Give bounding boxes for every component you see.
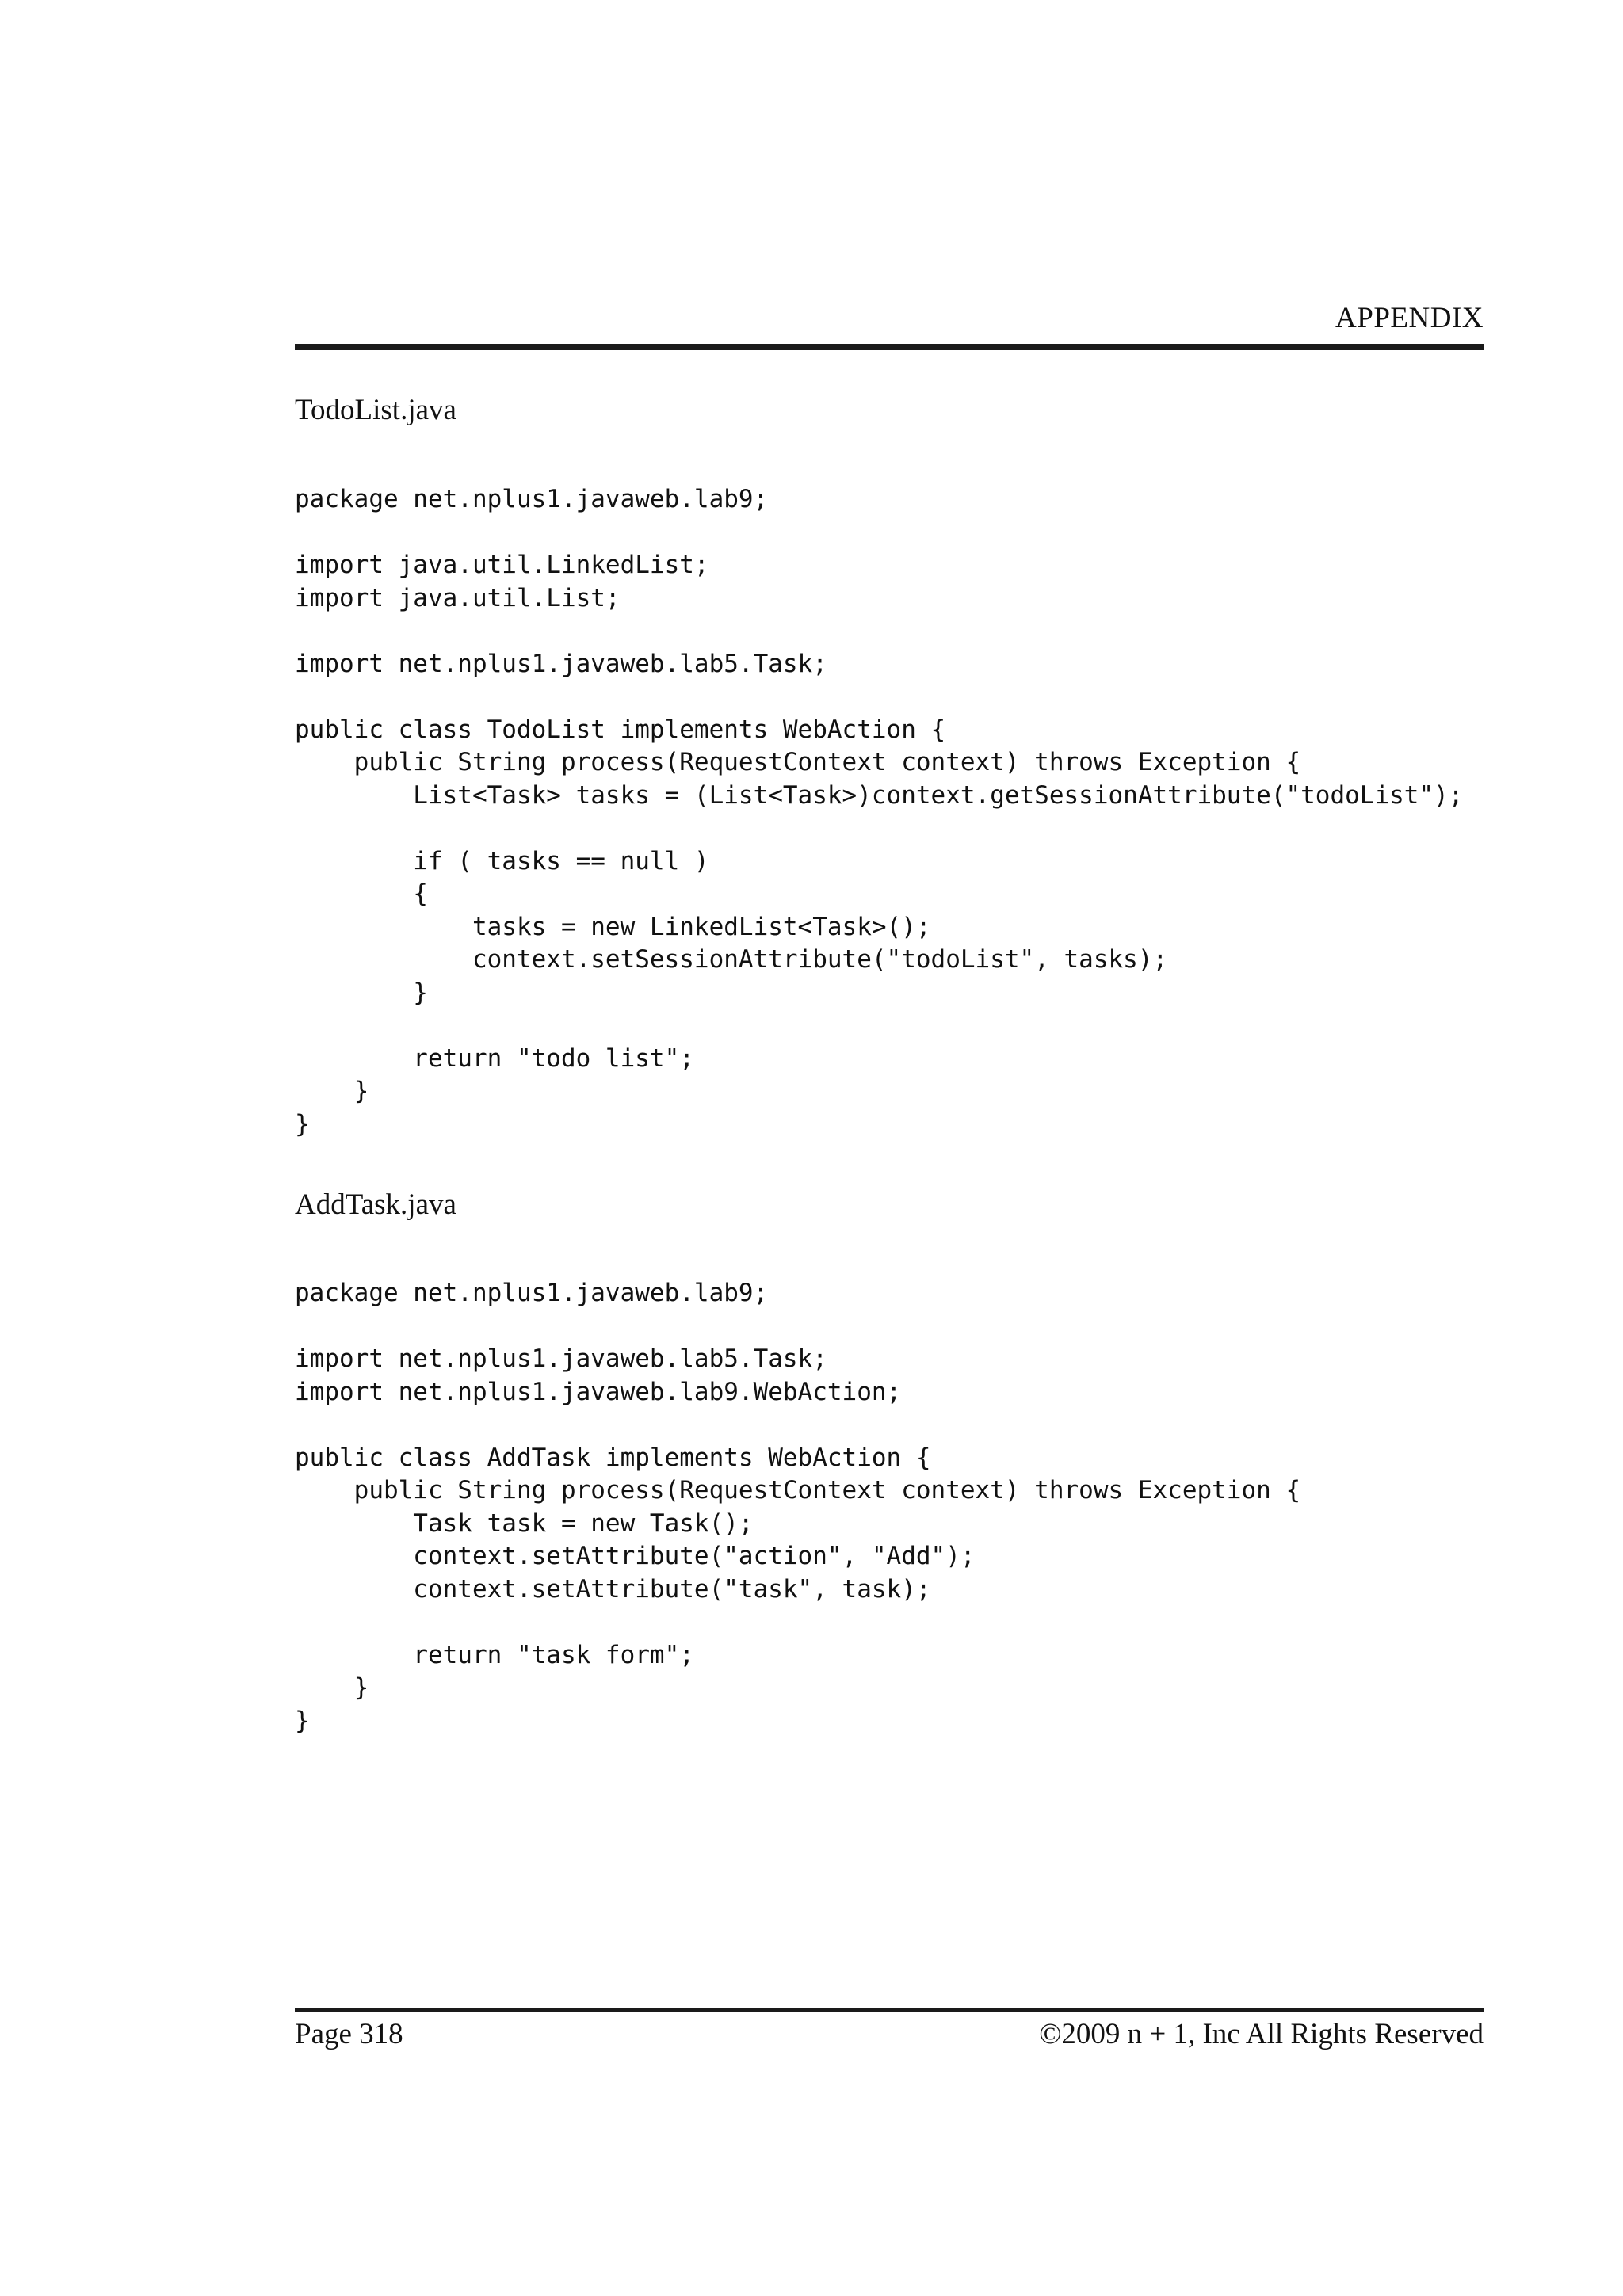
code-line: package net.nplus1.javaweb.lab9;: [295, 1279, 769, 1307]
page-number: Page 318: [295, 2018, 403, 2050]
header-rule: [295, 344, 1484, 350]
code-line: [295, 1409, 1300, 1442]
code-line: public class TodoList implements WebAction {: [295, 715, 946, 744]
running-head: APPENDIX: [1335, 302, 1484, 334]
code-line: public class AddTask implements WebAction {: [295, 1443, 931, 1472]
code-line: [295, 615, 1463, 648]
code-line: public String process(RequestContext context) throws Exception {: [295, 748, 1301, 776]
code-line: }: [295, 1077, 369, 1105]
code-line: [295, 517, 1463, 550]
footer-rule: [295, 2008, 1484, 2012]
code-line: context.setSessionAttribute("todoList", tasks);: [295, 945, 1168, 974]
footer: [295, 2017, 1484, 2051]
code-line: context.setAttribute("action", "Add");: [295, 1542, 976, 1570]
code-line: [295, 681, 1463, 714]
code-line: {: [295, 879, 428, 908]
copyright-notice: ©2009 n + 1, Inc All Rights Reserved: [1039, 2018, 1484, 2050]
code-listing-todolist: [295, 483, 1463, 1141]
section-caption-addtask: AddTask.java: [295, 1188, 456, 1221]
code-line: [295, 1009, 1463, 1043]
code-line: import net.nplus1.javaweb.lab5.Task;: [295, 1344, 827, 1373]
code-line: tasks = new LinkedList<Task>();: [295, 912, 931, 941]
code-line: }: [295, 1706, 310, 1735]
code-line: context.setAttribute("task", task);: [295, 1574, 931, 1604]
code-line: }: [295, 1673, 369, 1702]
code-line: Task task = new Task();: [295, 1508, 754, 1538]
code-line: }: [295, 978, 428, 1007]
code-line: if ( tasks == null ): [295, 846, 709, 875]
code-line: public String process(RequestContext context) throws Exception {: [295, 1476, 1301, 1505]
section-caption-todolist: TodoList.java: [295, 394, 456, 426]
code-line: }: [295, 1109, 310, 1138]
code-line: import net.nplus1.javaweb.lab5.Task;: [295, 649, 827, 678]
code-line: return "todo list";: [295, 1043, 694, 1073]
code-line: import java.util.LinkedList;: [295, 551, 709, 579]
code-line: package net.nplus1.javaweb.lab9;: [295, 485, 769, 513]
code-line: [295, 812, 1463, 845]
code-line: [295, 1310, 1300, 1344]
code-line: [295, 1606, 1300, 1639]
code-line: return "task form";: [295, 1640, 694, 1669]
code-line: List<Task> tasks = (List<Task>)context.getSessionAttribute("todoList");: [295, 780, 1464, 810]
code-line: import java.util.List;: [295, 583, 621, 612]
code-listing-addtask: [295, 1277, 1300, 1737]
code-line: import net.nplus1.javaweb.lab9.WebAction;: [295, 1377, 902, 1406]
